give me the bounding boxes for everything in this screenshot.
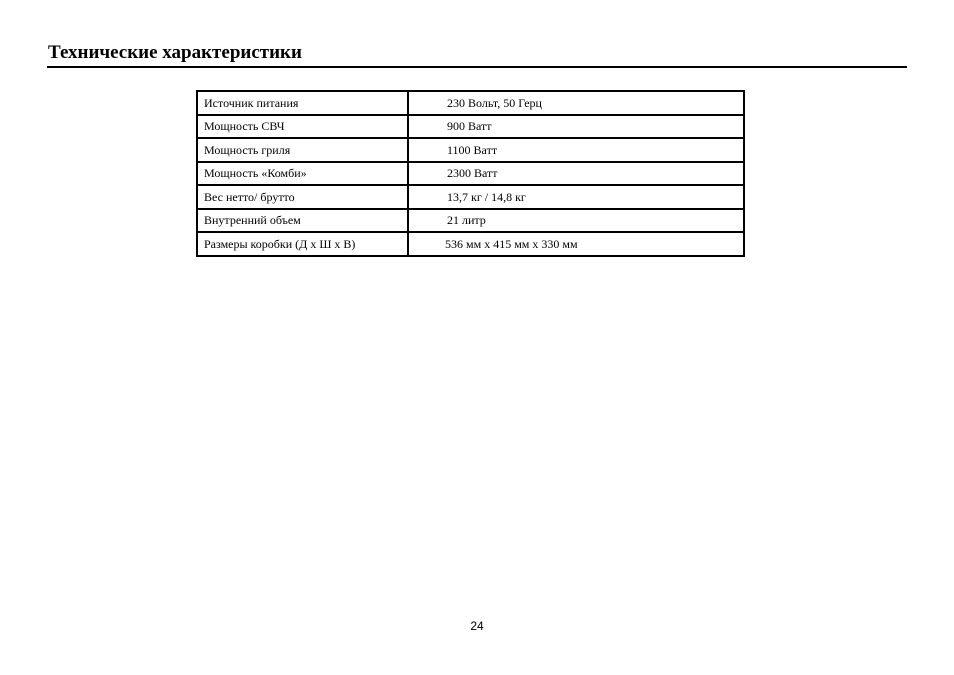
spec-value: 21 литр bbox=[408, 209, 744, 233]
spec-label: Мощность гриля bbox=[197, 138, 408, 162]
spec-label: Вес нетто/ брутто bbox=[197, 185, 408, 209]
table-row bbox=[197, 209, 744, 233]
table-row bbox=[197, 138, 744, 162]
table-row bbox=[197, 185, 744, 209]
specifications-table bbox=[196, 90, 745, 257]
page-number: 24 bbox=[470, 619, 484, 633]
title-divider bbox=[47, 66, 907, 68]
page-title: Технические характеристики bbox=[48, 42, 302, 63]
table-row bbox=[197, 91, 744, 115]
spec-label: Внутренний объем bbox=[197, 209, 408, 233]
spec-label: Мощность «Комби» bbox=[197, 162, 408, 186]
table-row bbox=[197, 162, 744, 186]
spec-label: Источник питания bbox=[197, 91, 408, 115]
spec-value: 1100 Ватт bbox=[408, 138, 744, 162]
spec-value: 536 мм х 415 мм х 330 мм bbox=[408, 232, 744, 256]
table-row bbox=[197, 115, 744, 139]
spec-value: 13,7 кг / 14,8 кг bbox=[408, 185, 744, 209]
spec-value: 230 Вольт, 50 Герц bbox=[408, 91, 744, 115]
spec-value: 2300 Ватт bbox=[408, 162, 744, 186]
spec-label: Размеры коробки (Д х Ш х В) bbox=[197, 232, 408, 256]
table-row bbox=[197, 232, 744, 256]
spec-value: 900 Ватт bbox=[408, 115, 744, 139]
spec-label: Мощность СВЧ bbox=[197, 115, 408, 139]
